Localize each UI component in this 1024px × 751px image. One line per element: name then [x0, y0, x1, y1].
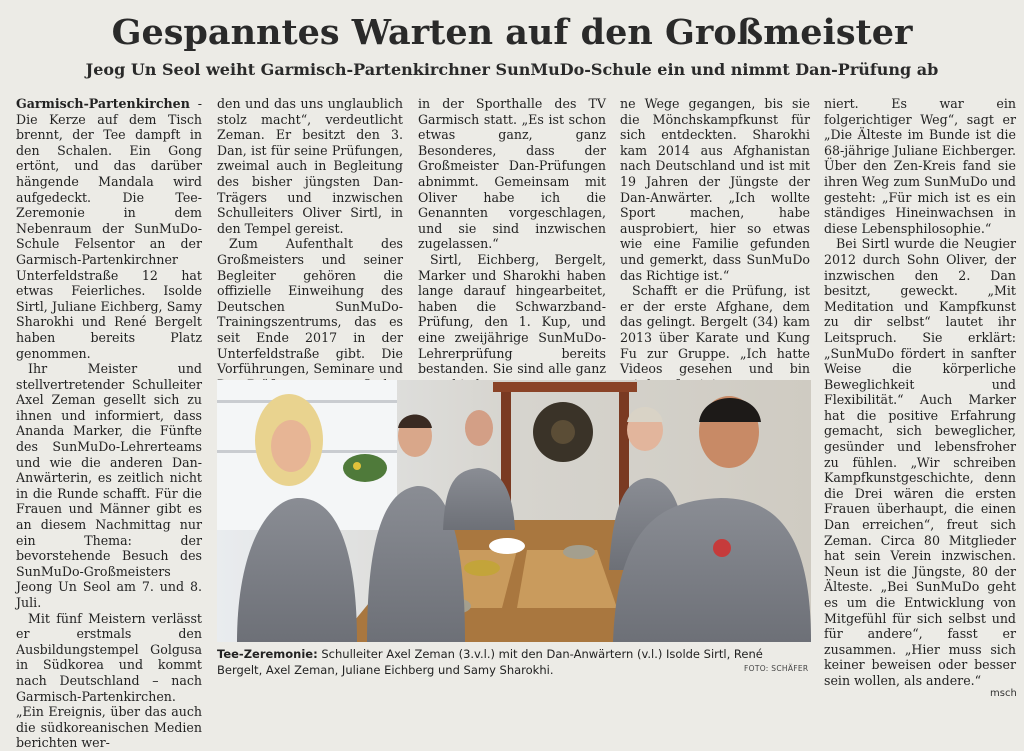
paragraph: Sirtl, Eichberg, Bergelt, Marker und Sharokhi haben lange darauf hingearbeitet, haben die Schwarzband-Prüfung, den 1. Kup, und eine zweijährige SunMuDo-Lehrerprüfung bereits bestanden. Sie sind alle ganz	[418, 251, 606, 377]
paragraph: Ihr Meister und stellvertretender Schulleiter Axel Zeman gesellt sich zu ihnen und informiert, dass Ananda Marker, die Fünfte des SunMuDo-Lehrerteams und wie die anderen Dan-Anwärterin, es zeitlich nicht in die Runde schafft. Für die Frauen und Männer gibt es an diesem Nachmittag nur ein Thema: der bevorstehende Besuch des SunMuDo-Großmeisters Jeong Un Seol am 7. und 8. Juli.	[16, 361, 202, 610]
photo-caption	[217, 646, 811, 678]
article-column-1	[16, 96, 202, 751]
article-column-4	[620, 96, 810, 380]
paragraph: Schafft er die Prüfung, ist er der erste Afghane, dem das gelingt. Bergelt (34) kam 2013 über Karate und Kung Fu zur Gruppe. „Ich hatte Videos gesehen und bin	[620, 283, 810, 377]
paragraph: den und das uns unglaublich stolz macht“, verdeutlicht Zeman. Er besitzt den 3. Dan, ist für seine Prüfungen, zweimal auch in Begleitung des bisher jüngsten Dan-Trägers und inzwischen Schulleiters Oliver Sirtl, in den Tempel gereist.	[217, 96, 403, 236]
paragraph: Bei Sirtl wurde die Neugier 2012 durch Sohn Oliver, der inzwischen den 2. Dan besitzt, geweckt. „Mit Meditation und Kampfkunst zu dir selbst“ lautet ihr Leitspruch. Sie erklärt: „SunMuDo fördert in sanfter Weise die körperliche Beweglichkeit und Flexibilität.“ Auch Marker hat die positive Erfahrung gemacht, sich beweglicher, gesünder und lebensfroher zu fühlen. „Wir schreiben Kampfkunstgeschichte, denn die Drei wären die ersten Frauen überhaupt, die einen Dan erreichen“, freut sich Zeman. Circa 80 Mitglieder hat sein Verein inzwischen. Neun ist die Jüngste, 80 der Älteste. „Bei SunMuDo geht es um die Entwicklung von Mitgefühl für sich selbst und für andere“, fasst er zusammen. „Hier muss sich keiner beweisen oder besser sein wollen, als andere.“	[824, 236, 1016, 688]
photo-credit: FOTO: SCHÄFER	[744, 664, 809, 673]
paragraph: in der Sporthalle des TV Garmisch statt. „Es ist schon etwas ganz, ganz Besonderes, dass der Großmeister Dan-Prüfungen abnimmt. Gemeinsam mit Oliver habe ich die Genannten vorgeschlagen, und sie sind inzwischen zugelassen.“	[418, 96, 606, 252]
paragraph: ne Wege gegangen, bis sie die Mönchskampfkunst für sich entdeckten. Sharokhi kam 2014 aus Afghanistan nach Deutschland und ist mit 19 Jahren der Jüngste der Dan-Anwärter. „Ich wollte Sport machen, habe ausprobiert, hier so etwas wie eine Familie gefunden und gemerkt, dass SunMuDo das Richtige ist.“	[620, 96, 810, 283]
paragraph: niert. Es war ein folgerichtiger Weg“, sagt er „Die Älteste im Bunde ist die 68-jährige Juliane Eichberger. Über den Zen-Kreis fand sie ihren Weg zum SunMuDo und gesteht: „Für mich ist es ein ständiges Hineinwachsen in diese Lebensphilosophie.“	[824, 96, 1016, 236]
article-column-3	[418, 96, 606, 380]
headline: Gespanntes Warten auf den Großmeister	[111, 12, 913, 53]
plant	[343, 454, 387, 482]
caption-text: Schulleiter Axel Zeman (3.v.l.) mit den Dan-Anwärtern (v.l.) Isolde Sirtl, René Bergelt, Axel Zeman, Juliane Eichberg und Samy Sharokhi.	[217, 647, 763, 677]
paragraph: Zum Aufenthalt des Großmeisters und seiner Begleiter gehören die offizielle Einweihung des Deutschen SunMuDo-Trainingszentrums, das es seit Ende 2017 in der Unterfeldstraße gibt. Die Vorführungen, Seminare und	[217, 236, 403, 377]
author-signature: msch	[990, 688, 1017, 699]
paragraph: Mit fünf Meistern verlässt er erstmals den Ausbildungstempel Golgusa in Südkorea und kommt nach Deutschland – nach Garmisch-Partenkirchen. „Ein Ereignis, über das auch die südkoreanischen Medien berichten wer-	[16, 610, 202, 751]
tea-ceremony-photo	[217, 380, 811, 642]
paragraph: Garmisch-Partenkirchen - Die Kerze auf dem Tisch brennt, der Tee dampft in den Schalen. Ein Gong ertönt, und das darüber hängende Mandala wird aufgedeckt. Die Tee-Zeremonie in dem Nebenraum der SunMuDo-Schule Felsentor an der Garmisch-Partenkirchner Unterfeldstraße 12 hat etwas Feierliches. Isolde Sirtl, Juliane Eichberg, Samy Sharokhi und René Bergelt haben bereits Platz genommen.	[16, 96, 202, 361]
caption-lead: Tee-Zeremonie:	[217, 647, 318, 661]
article-column-5	[824, 96, 1016, 720]
article-column-2	[217, 96, 403, 380]
sunmudo-badge-icon	[713, 539, 731, 557]
photo-illustration	[217, 380, 811, 642]
tea-bowl	[464, 560, 500, 576]
dateline: Garmisch-Partenkirchen	[16, 96, 190, 111]
subheadline: Jeog Un Seol weiht Garmisch-Partenkirchner SunMuDo-Schule ein und nimmt Dan-Prüfung ab	[85, 60, 939, 79]
